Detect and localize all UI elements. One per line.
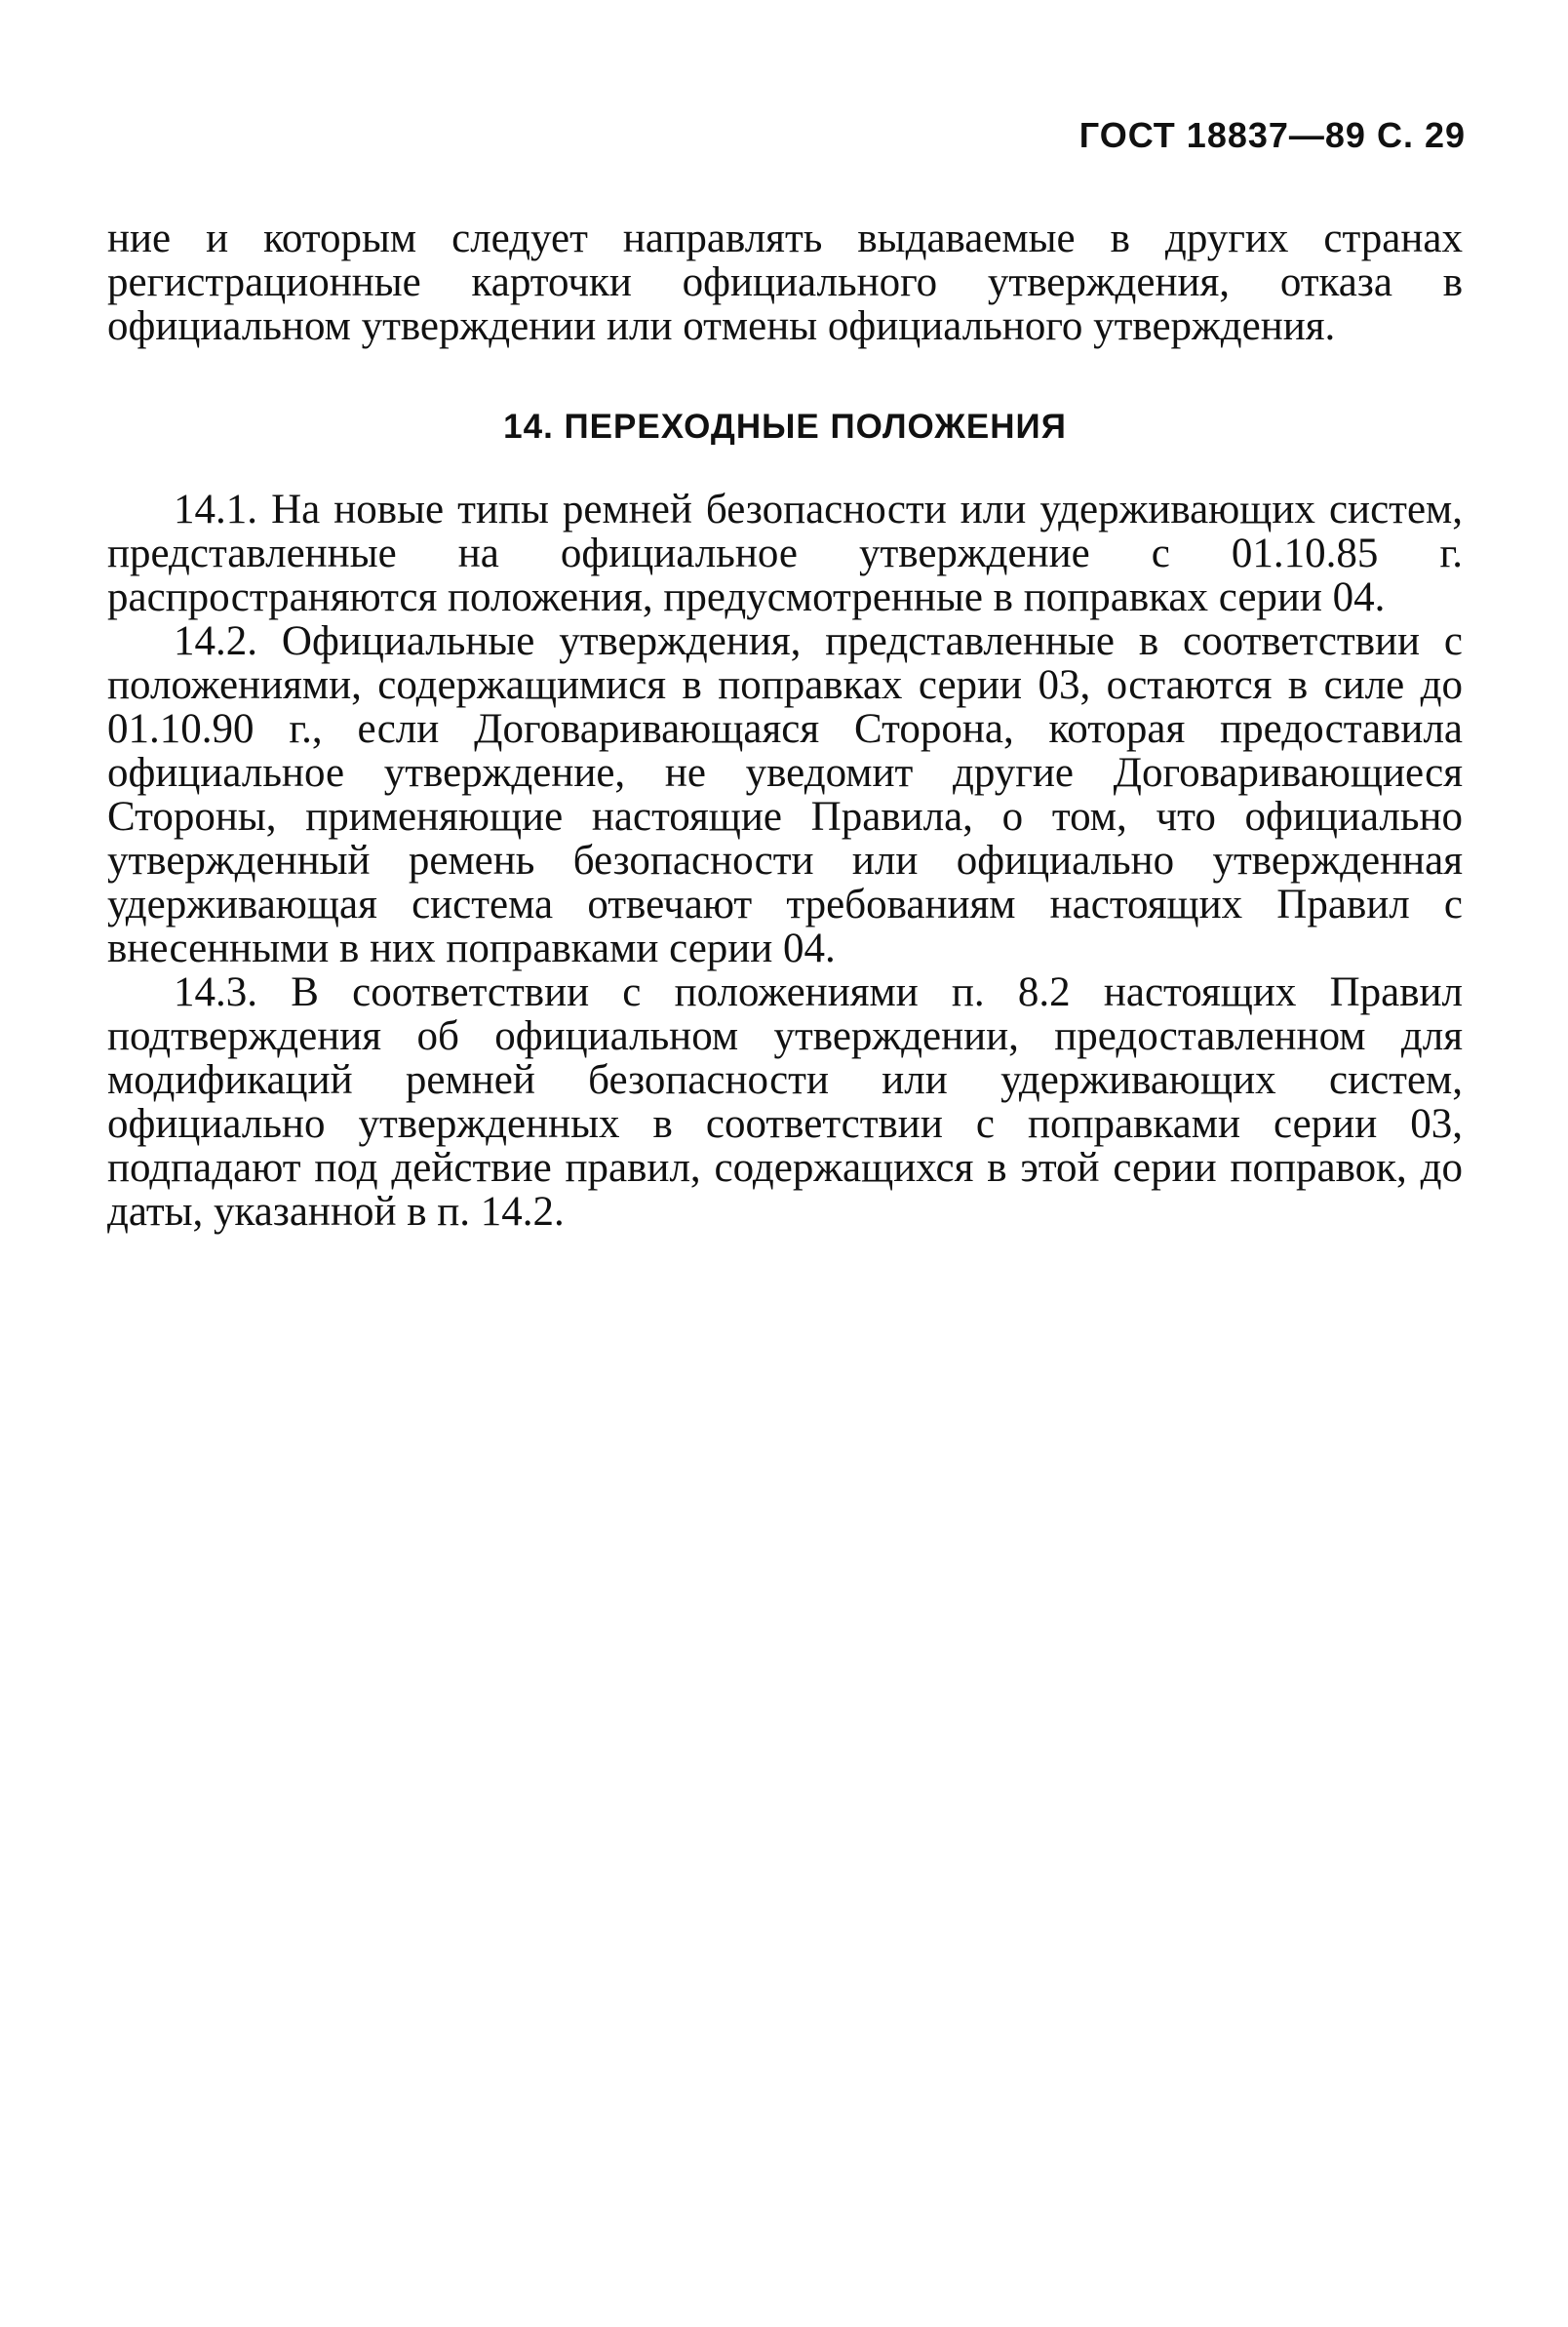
clause-14-2: 14.2. Официальные утверждения, представленные в соответствии с положениями, содержащимися в поправках серии 03, остаются в силе до 01.10.90 г., если Договаривающаяся Сторона, которая предоставила официальное утверждение, не уведомит другие Договаривающиеся Стороны, применяющие настоящие Правила, о том, что официально утвержденный ремень безопасности или официально утвержденная удерживающая система отвечают требованиям настоящих Правил с внесенными в них поправками серии 04.: [107, 618, 1463, 971]
page-header: ГОСТ 18837—89 С. 29: [1078, 115, 1466, 155]
document-body: [107, 217, 1463, 1234]
continued-paragraph: ние и которым следует направлять выдаваемые в других странах регистрационные карточки официального утверждения, отказа в официальном утверждении или отмены официального утверждения.: [107, 216, 1463, 349]
clause-14-3: 14.3. В соответствии с положениями п. 8.2 настоящих Правил подтверждения об официальном утверждении, предоставленном для модификаций ремней безопасности или удерживающих систем, официально утвержденных в соответствии с поправками серии 03, подпадают под действие правил, содержащихся в этой серии поправок, до даты, указанной в п. 14.2.: [107, 969, 1463, 1235]
section-title: 14. ПЕРЕХОДНЫЕ ПОЛОЖЕНИЯ: [503, 408, 1067, 446]
clause-14-1: 14.1. На новые типы ремней безопасности или удерживающих систем, представленные на официальное утверждение с 01.10.85 г. распространяются положения, предусмотренные в поправках серии 04.: [107, 487, 1463, 620]
